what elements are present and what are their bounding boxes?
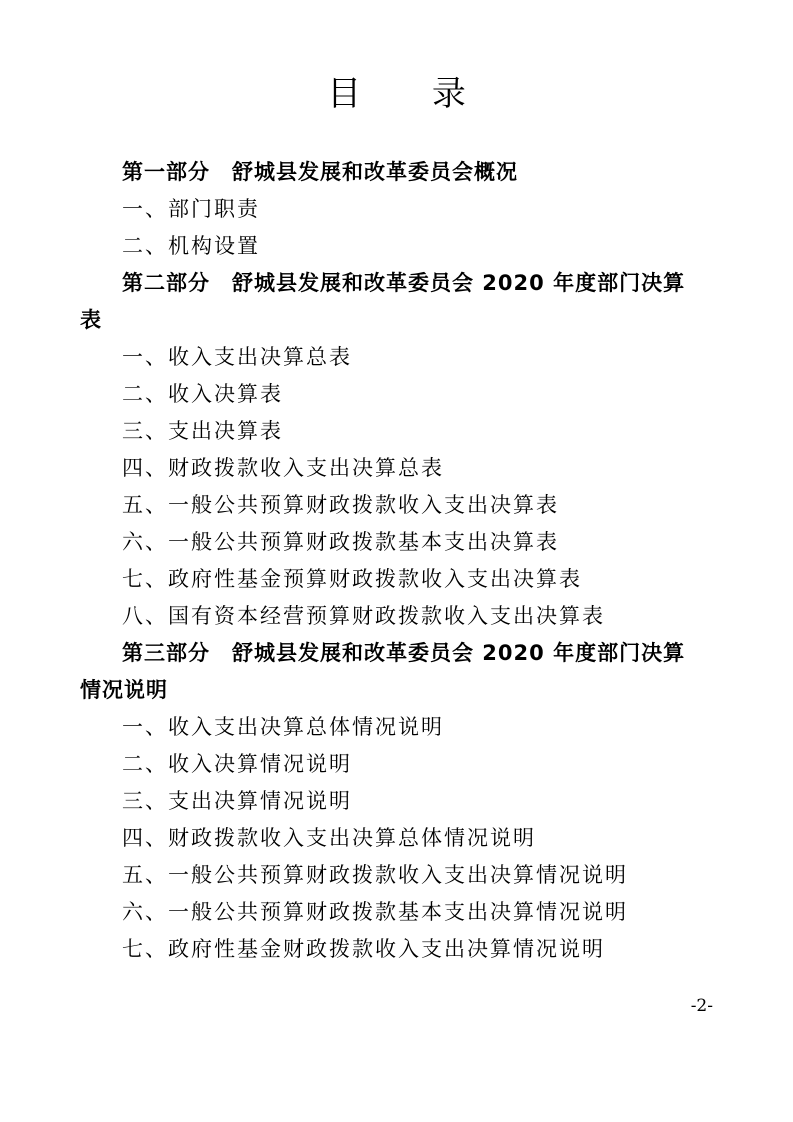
page-number: -2-: [690, 996, 713, 1016]
toc-part-heading-main: 第二部分 舒城县发展和改革委员会 2020 年度部门决算: [122, 271, 686, 295]
toc-item: 四、财政拨款收入支出决算总表: [122, 456, 444, 480]
toc-item: 一、收入支出决算总表: [122, 345, 352, 369]
toc-item: 五、一般公共预算财政拨款收入支出决算情况说明: [122, 863, 628, 887]
toc-part-heading: 第一部分 舒城县发展和改革委员会概况: [122, 160, 518, 184]
toc-item: 一、部门职责: [122, 197, 260, 221]
toc-item: 二、收入决算情况说明: [122, 752, 352, 776]
toc-part-heading-tail: 表: [80, 308, 102, 332]
toc-item: 七、政府性基金财政拨款收入支出决算情况说明: [122, 937, 605, 961]
toc-item: 六、一般公共预算财政拨款基本支出决算情况说明: [122, 900, 628, 924]
toc-item: 六、一般公共预算财政拨款基本支出决算表: [122, 530, 559, 554]
toc-part-heading-main: 第三部分 舒城县发展和改革委员会 2020 年度部门决算: [122, 641, 686, 665]
toc-part-heading-tail: 情况说明: [80, 678, 168, 702]
toc-part-heading: [80, 635, 720, 709]
toc-item: 三、支出决算表: [122, 419, 283, 443]
toc-item: 四、财政拨款收入支出决算总体情况说明: [122, 826, 536, 850]
table-of-contents: [80, 154, 720, 968]
toc-item: 二、机构设置: [122, 234, 260, 258]
toc-item: 三、支出决算情况说明: [122, 789, 352, 813]
toc-item: 一、收入支出决算总体情况说明: [122, 715, 444, 739]
page-title: 目 录: [327, 74, 496, 114]
toc-item: 七、政府性基金预算财政拨款收入支出决算表: [122, 567, 582, 591]
toc-part-heading: [80, 265, 720, 339]
toc-item: 五、一般公共预算财政拨款收入支出决算表: [122, 493, 559, 517]
toc-item: 八、国有资本经营预算财政拨款收入支出决算表: [122, 604, 605, 628]
toc-item: 二、收入决算表: [122, 382, 283, 406]
